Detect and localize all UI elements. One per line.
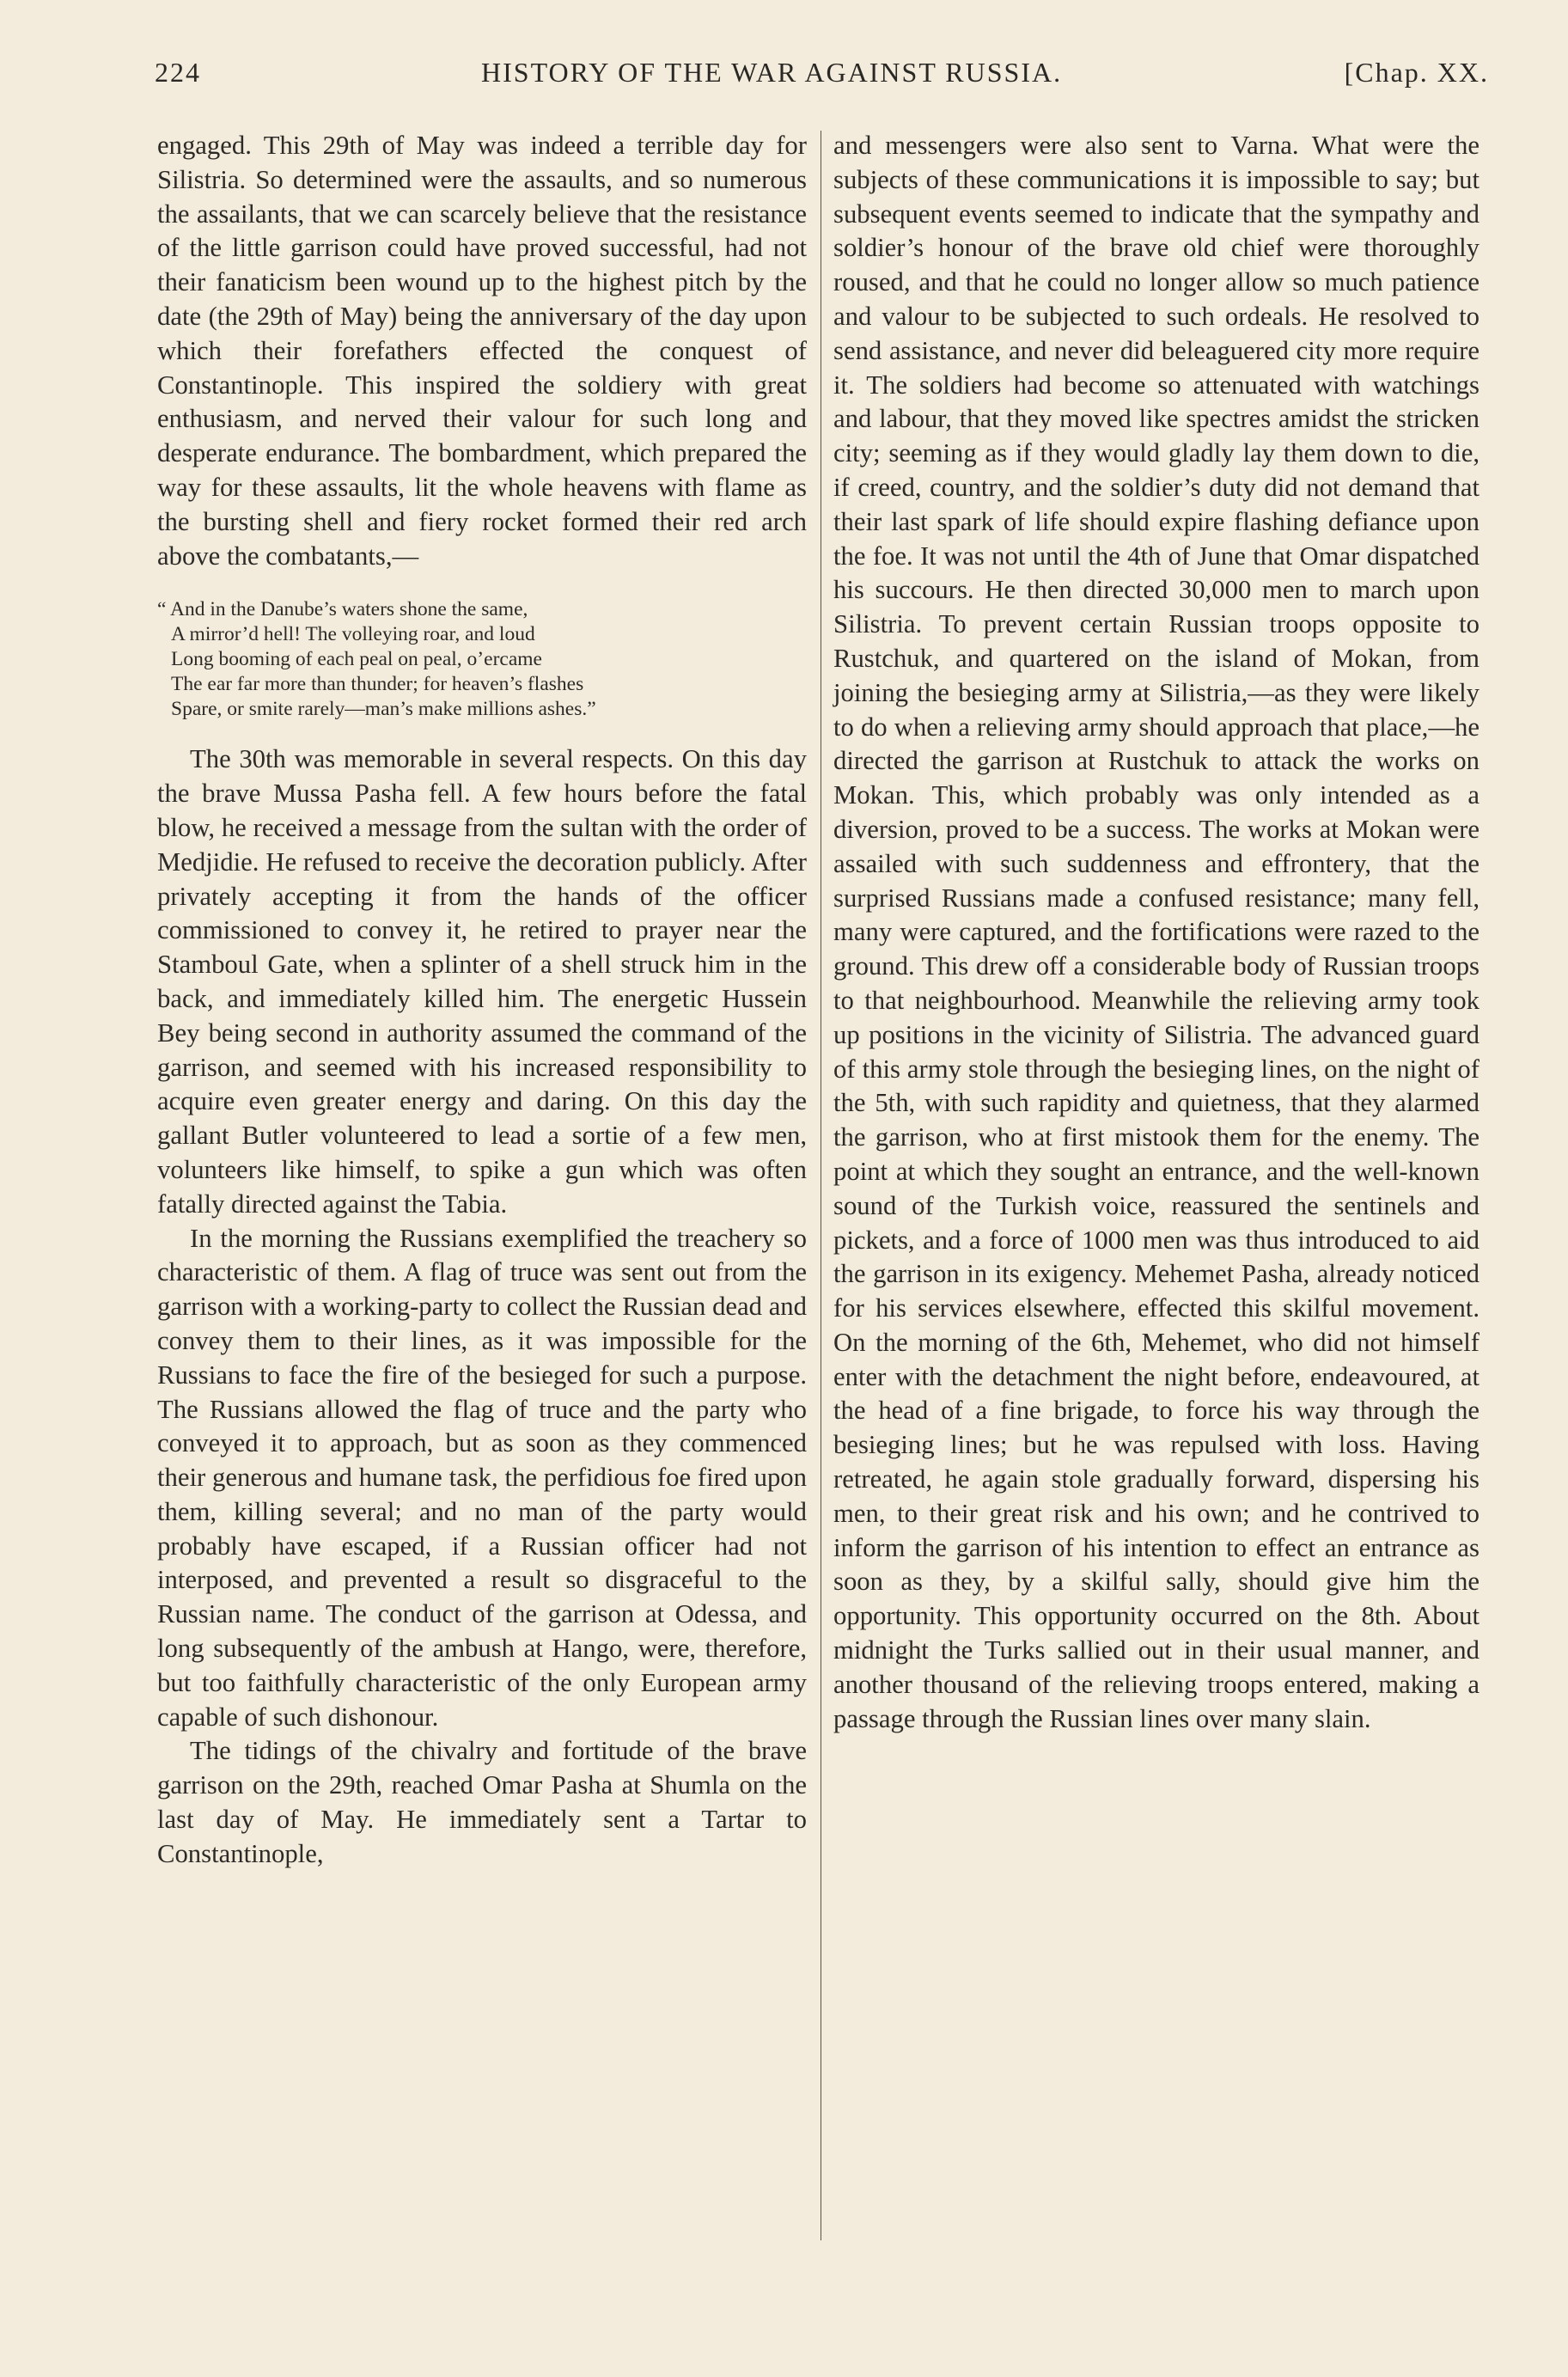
quote-line: The ear far more than thunder; for heaven’s flashes — [171, 673, 584, 696]
quote-line: Long booming of each peal on peal, o’ercame — [171, 648, 542, 671]
paragraph: The tidings of the chivalry and fortitude of the brave garrison on the 29th, reached Omar Pasha at Shumla on the last day of May. He immediately sent a Tartar to Constantinople, — [157, 1736, 807, 1868]
running-title: HISTORY OF THE WAR AGAINST RUSSIA. — [481, 57, 1063, 88]
left-column — [157, 129, 807, 2329]
verse-quote — [157, 597, 807, 722]
chapter-label: [Chap. XX. — [1344, 57, 1489, 88]
running-header — [155, 53, 1508, 105]
paragraph: The 30th was memorable in several respects. On this day the brave Mussa Pasha fell. A few hours before the fatal blow, he received a message from the sultan with the order of Medjidie. He refused to receive the decoration publicly. After privately accepting it from the hands of the officer commissioned to convey it, he retired to prayer near the Stamboul Gate, when a splinter of a shell struck him in the back, and immediately killed him. The energetic Hussein Bey being second in authority assumed the command of the garrison, and seemed with his increased responsibility to acquire even greater energy and daring. On this day the gallant Butler volunteered to lead a sortie of a few men, volunteers like himself, to spike a gun which was often fatally directed against the Tabia. — [157, 744, 807, 1219]
quote-line: “ And in the Danube’s waters shone the same, — [157, 598, 528, 621]
paragraph: engaged. This 29th of May was indeed a terrible day for Silistria. So determined were the assaults, and so numerous the assailants, that we can scarcely believe that the resistance of the little garrison could have proved successful, had not their fanaticism been wound up to the highest pitch by the date (the 29th of May) being the anniversary of the day upon which their forefathers effected the conquest of Constantinople. This inspired the soldiery with great enthusiasm, and nerved their valour for such long and desperate endurance. The bombardment, which prepared the way for these assaults, lit the whole heavens with flame as the bursting shell and fiery rocket formed their red arch above the combatants,— — [157, 131, 807, 571]
right-column — [833, 129, 1480, 2329]
paragraph: and messengers were also sent to Varna. What were the subjects of these communications it is impossible to say; but subsequent events seemed to indicate that the sympathy and soldier’s honour of the brave old chief were thoroughly roused, and that he could no longer allow so much patience and valour to be subjected to such ordeals. He resolved to send assistance, and never did beleaguered city more require it. The soldiers had become so attenuated with watchings and labour, that they moved like spectres amidst the stricken city; seeming as if they would gladly lay them down to die, if creed, country, and the soldier’s duty did not demand that their last spark of life should expire flashing defiance upon the foe. It was not until the 4th of June that Omar dispatched his succours. He then directed 30,000 men to march upon Silistria. To prevent certain Russian troops opposite to Rustchuk, and quartered on the island of Mokan, from joining the besieging army at Silistria,—as they were likely to do when a relieving army should approach that place,—he directed the garrison at Rustchuk to attack the works on Mokan. This, which probably was only intended as a diversion, proved to be a success. The works at Mokan were assailed with such suddenness and effrontery, that the surprised Russians made a confused resistance; many fell, many were captured, and the fortifications were razed to the ground. This drew off a considerable body of Russian troops to that neighbourhood. Meanwhile the relieving army took up positions in the vicinity of Silistria. The advanced guard of this army stole through the besieging lines, on the night of the 5th, with such rapidity and quietness, that they alarmed the garrison, who at first mistook them for the enemy. The point at which they sought an entrance, and the well-known sound of the Turkish voice, reassured the sentinels and pickets, and a force of 1000 men was thus introduced to aid the garrison in its exigency. Mehemet Pasha, already noticed for his services elsewhere, effected this skilful movement. On the morning of the 6th, Mehemet, who did not himself enter with the detachment the night before, endeavoured, at the head of a fine brigade, to force his way through the besieging lines; but he was repulsed with loss. Having retreated, he again stole gradually forward, dispersing his men, to their great risk and his own; and he contrived to inform the garrison of his intention to effect an entrance as soon as they, by a skilful sally, should give him the opportunity. This opportunity occurred on the 8th. About midnight the Turks sallied out in their usual manner, and another thousand of the relieving troops entered, making a passage through the Russian lines over many slain. — [833, 131, 1480, 1733]
quote-line: Spare, or smite rarely—man’s make millions ashes.” — [171, 698, 596, 721]
paragraph: In the morning the Russians exemplified the treachery so characteristic of them. A flag of truce was sent out from the garrison with a working-party to collect the Russian dead and convey them to their lines, as it was impossible for the Russians to face the fire of the besieged for such a purpose. The Russians allowed the flag of truce and the party who conveyed it to approach, but as soon as they commenced their generous and humane task, the perfidious foe fired upon them, killing several; and no man of the party would probably have escaped, if a Russian officer had not interposed, and prevented a result so disgraceful to the Russian name. The conduct of the garrison at Odessa, and long subsequently of the ambush at Hango, were, therefore, but too faithfully characteristic of the only European army capable of such dishonour. — [157, 1223, 807, 1732]
quote-line: A mirror’d hell! The volleying roar, and loud — [171, 623, 535, 646]
page-number: 224 — [155, 57, 201, 88]
